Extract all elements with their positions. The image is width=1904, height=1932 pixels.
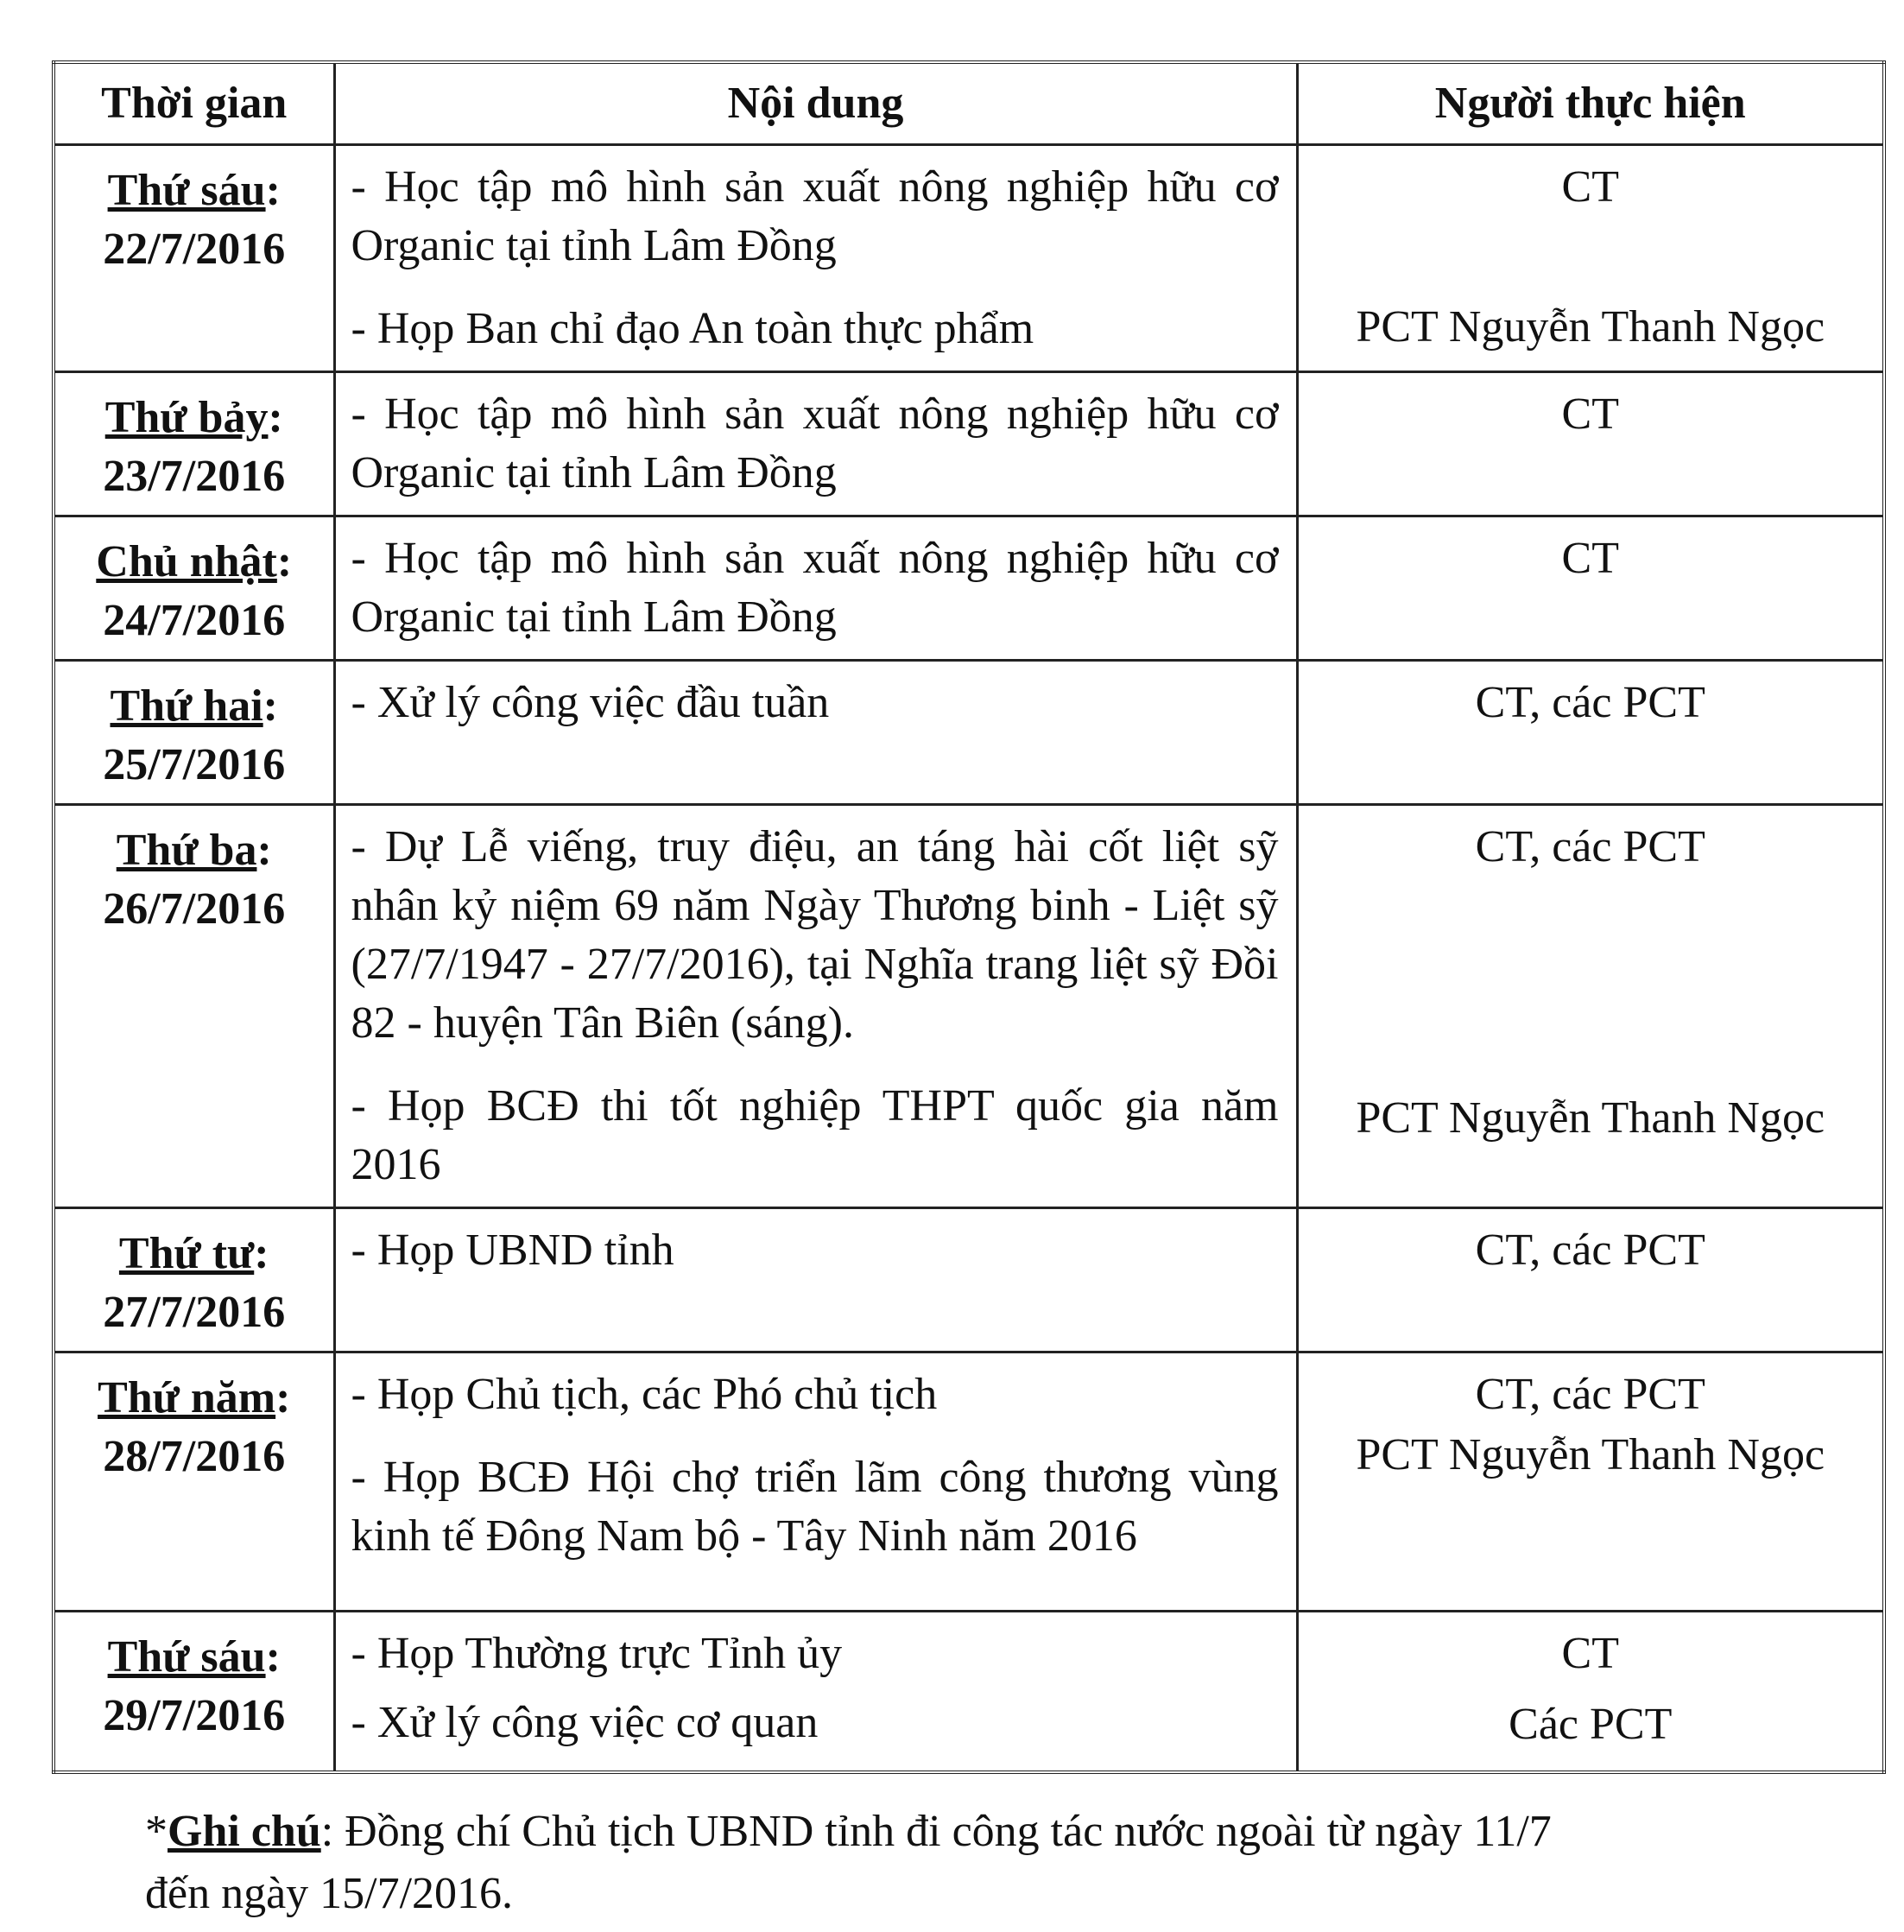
table-row	[54, 372, 1884, 516]
content-item: - Họp Thường trực Tỉnh ủy	[351, 1629, 843, 1678]
date: 29/7/2016	[103, 1691, 286, 1740]
person-cell	[1297, 1208, 1884, 1352]
content-cell	[334, 661, 1297, 805]
header-content: Nội dung	[334, 62, 1297, 145]
time-cell: Thứ sáu: 22/7/2016	[54, 145, 334, 372]
table-row	[54, 516, 1884, 661]
content-item: - Họp Chủ tịch, các Phó chủ tịch	[351, 1370, 938, 1419]
content-item: - Họp BCĐ thi tốt nghiệp THPT quốc gia năm 2016	[351, 1081, 1279, 1189]
person-item: CT	[1561, 534, 1619, 583]
day-name: Thứ ba	[116, 826, 257, 875]
day-name: Thứ tư	[118, 1229, 255, 1278]
person-cell	[1297, 145, 1884, 372]
day-name: Thứ sáu	[107, 166, 266, 215]
person-item: PCT Nguyễn Thanh Ngọc	[1356, 1430, 1825, 1479]
content-cell	[334, 372, 1297, 516]
content-item: - Học tập mô hình sản xuất nông nghiệp hữu cơ Organic tại tỉnh Lâm Đồng	[351, 162, 1279, 270]
date: 23/7/2016	[103, 452, 286, 501]
person-item: CT	[1561, 1629, 1619, 1678]
table-row	[54, 661, 1884, 805]
content-item: - Họp Ban chỉ đạo An toàn thực phẩm	[351, 304, 1034, 353]
person-item: CT	[1561, 162, 1619, 212]
content-item: - Họp UBND tỉnh	[351, 1226, 674, 1275]
header-row	[54, 62, 1884, 145]
day-name: Thứ năm	[98, 1373, 276, 1422]
header-person: Người thực hiện	[1297, 62, 1884, 145]
note-text: : Đồng chí Chủ tịch UBND tỉnh đi công tác nước ngoài từ ngày 11/7	[320, 1807, 1552, 1856]
content-cell	[334, 1208, 1297, 1352]
person-cell	[1297, 372, 1884, 516]
content-item: - Họp BCĐ Hội chợ triển lãm công thương vùng kinh tế Đông Nam bộ - Tây Ninh năm 2016	[351, 1453, 1279, 1561]
day-name: Thứ hai	[110, 681, 263, 731]
note-star: *	[145, 1807, 168, 1856]
date: 25/7/2016	[103, 740, 286, 789]
person-item: CT, các PCT	[1475, 1370, 1705, 1419]
person-cell	[1297, 516, 1884, 661]
footnote	[145, 1801, 1838, 1863]
date: 28/7/2016	[103, 1432, 286, 1481]
content-cell	[334, 805, 1297, 1208]
content-item: - Xử lý công việc đầu tuần	[351, 678, 830, 727]
day-name: Chủ nhật	[96, 537, 277, 586]
day-name: Thứ bảy	[104, 393, 269, 442]
person-item: PCT Nguyễn Thanh Ngọc	[1356, 302, 1825, 352]
content-cell	[334, 1612, 1297, 1772]
table-row	[54, 805, 1884, 1208]
schedule-table	[52, 60, 1886, 1774]
time-cell: Thứ tư: 27/7/2016	[54, 1208, 334, 1352]
table-row	[54, 1612, 1884, 1772]
content-item: - Học tập mô hình sản xuất nông nghiệp hữu cơ Organic tại tỉnh Lâm Đồng	[351, 390, 1279, 497]
date: 27/7/2016	[103, 1288, 286, 1337]
day-name: Thứ sáu	[107, 1632, 266, 1682]
content-item: - Dự Lễ viếng, truy điệu, an táng hài cốt liệt sỹ nhân kỷ niệm 69 năm Ngày Thương binh - Liệt sỹ (27/7/1947 - 27/7/2016), tại Nghĩa trang liệt sỹ Đồi 82 - huyện Tân Biên (sáng).	[351, 822, 1279, 1048]
table-row	[54, 1352, 1884, 1612]
person-cell	[1297, 661, 1884, 805]
person-item: CT, các PCT	[1475, 678, 1705, 727]
date: 24/7/2016	[103, 596, 286, 645]
footnote-line-2: đến ngày 15/7/2016.	[145, 1869, 514, 1918]
table-row	[54, 145, 1884, 372]
content-item: - Học tập mô hình sản xuất nông nghiệp hữu cơ Organic tại tỉnh Lâm Đồng	[351, 534, 1279, 642]
time-cell: Thứ hai: 25/7/2016	[54, 661, 334, 805]
date: 26/7/2016	[103, 884, 286, 934]
header-time: Thời gian	[54, 62, 334, 145]
table-row	[54, 1208, 1884, 1352]
person-cell	[1297, 805, 1884, 1208]
person-item: Các PCT	[1509, 1700, 1673, 1749]
person-item: CT, các PCT	[1475, 1226, 1705, 1275]
time-cell: Thứ ba: 26/7/2016	[54, 805, 334, 1208]
time-cell: Thứ sáu: 29/7/2016	[54, 1612, 334, 1772]
content-cell	[334, 145, 1297, 372]
content-cell	[334, 516, 1297, 661]
time-cell: Thứ năm: 28/7/2016	[54, 1352, 334, 1612]
content-cell	[334, 1352, 1297, 1612]
date: 22/7/2016	[103, 225, 286, 274]
person-cell	[1297, 1612, 1884, 1772]
person-item: CT	[1561, 390, 1619, 439]
content-item: - Xử lý công việc cơ quan	[351, 1698, 819, 1747]
note-label: Ghi chú	[168, 1807, 321, 1856]
person-item: PCT Nguyễn Thanh Ngọc	[1356, 1093, 1825, 1143]
time-cell: Thứ bảy: 23/7/2016	[54, 372, 334, 516]
person-cell	[1297, 1352, 1884, 1612]
time-cell: Chủ nhật: 24/7/2016	[54, 516, 334, 661]
person-item: CT, các PCT	[1475, 822, 1705, 871]
